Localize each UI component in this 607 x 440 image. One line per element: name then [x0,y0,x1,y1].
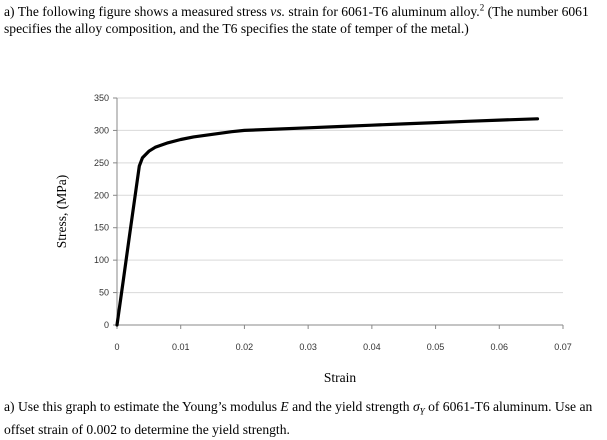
axes [113,98,563,329]
series [117,119,538,325]
question-part1: a) Use this graph to estimate the Young’s modulus [4,399,277,414]
y-tick-label: 250 [93,157,109,168]
x-tick-label: 0.07 [554,342,572,352]
sigma-symbol: σ [412,399,420,414]
y-tick-label: 300 [93,125,109,136]
intro-vs: vs. [270,4,286,19]
x-axis-label: Strain [323,370,357,385]
y-tick-label: 100 [93,255,109,266]
x-tick-label: 0.01 [171,342,190,352]
x-tick-label: 0 [114,342,120,352]
question-part2: and the yield strength [292,399,410,414]
y-tick-label: 200 [93,190,109,201]
y-tick-label: 50 [98,287,109,298]
y-tick-label: 350 [93,93,109,103]
intro-middle: strain for 6061-T6 aluminum alloy. [288,4,480,19]
footnote-marker: 2 [479,2,485,13]
x-tick-label: 0.06 [490,342,509,352]
yield-strength-symbol [412,399,425,417]
y-axis-label: Stress, (MPa) [54,174,69,249]
intro-suffix: (The number 6061 specifies the alloy composition, and the T6 specifies the state of temper of the metal.) [4,4,589,36]
sigma-subscript: Y [419,406,425,417]
youngs-modulus-symbol: E [280,399,289,414]
intro-prefix: a) The following figure shows a measured stress [4,4,267,19]
y-tick-label: 150 [93,222,109,233]
x-tick-label: 0.05 [426,342,445,352]
question-paragraph [4,398,602,438]
y-tick-label: 0 [103,320,109,330]
x-tick-label: 0.04 [363,342,381,352]
x-tick-label: 0.02 [235,342,254,352]
tick-labels [94,93,572,352]
x-tick-label: 0.03 [299,342,317,352]
question-part3: of 6061-T6 aluminum. Use an offset strain of 0.002 to determine the yield strength. [4,399,593,437]
stress-strain-curve [117,119,538,325]
